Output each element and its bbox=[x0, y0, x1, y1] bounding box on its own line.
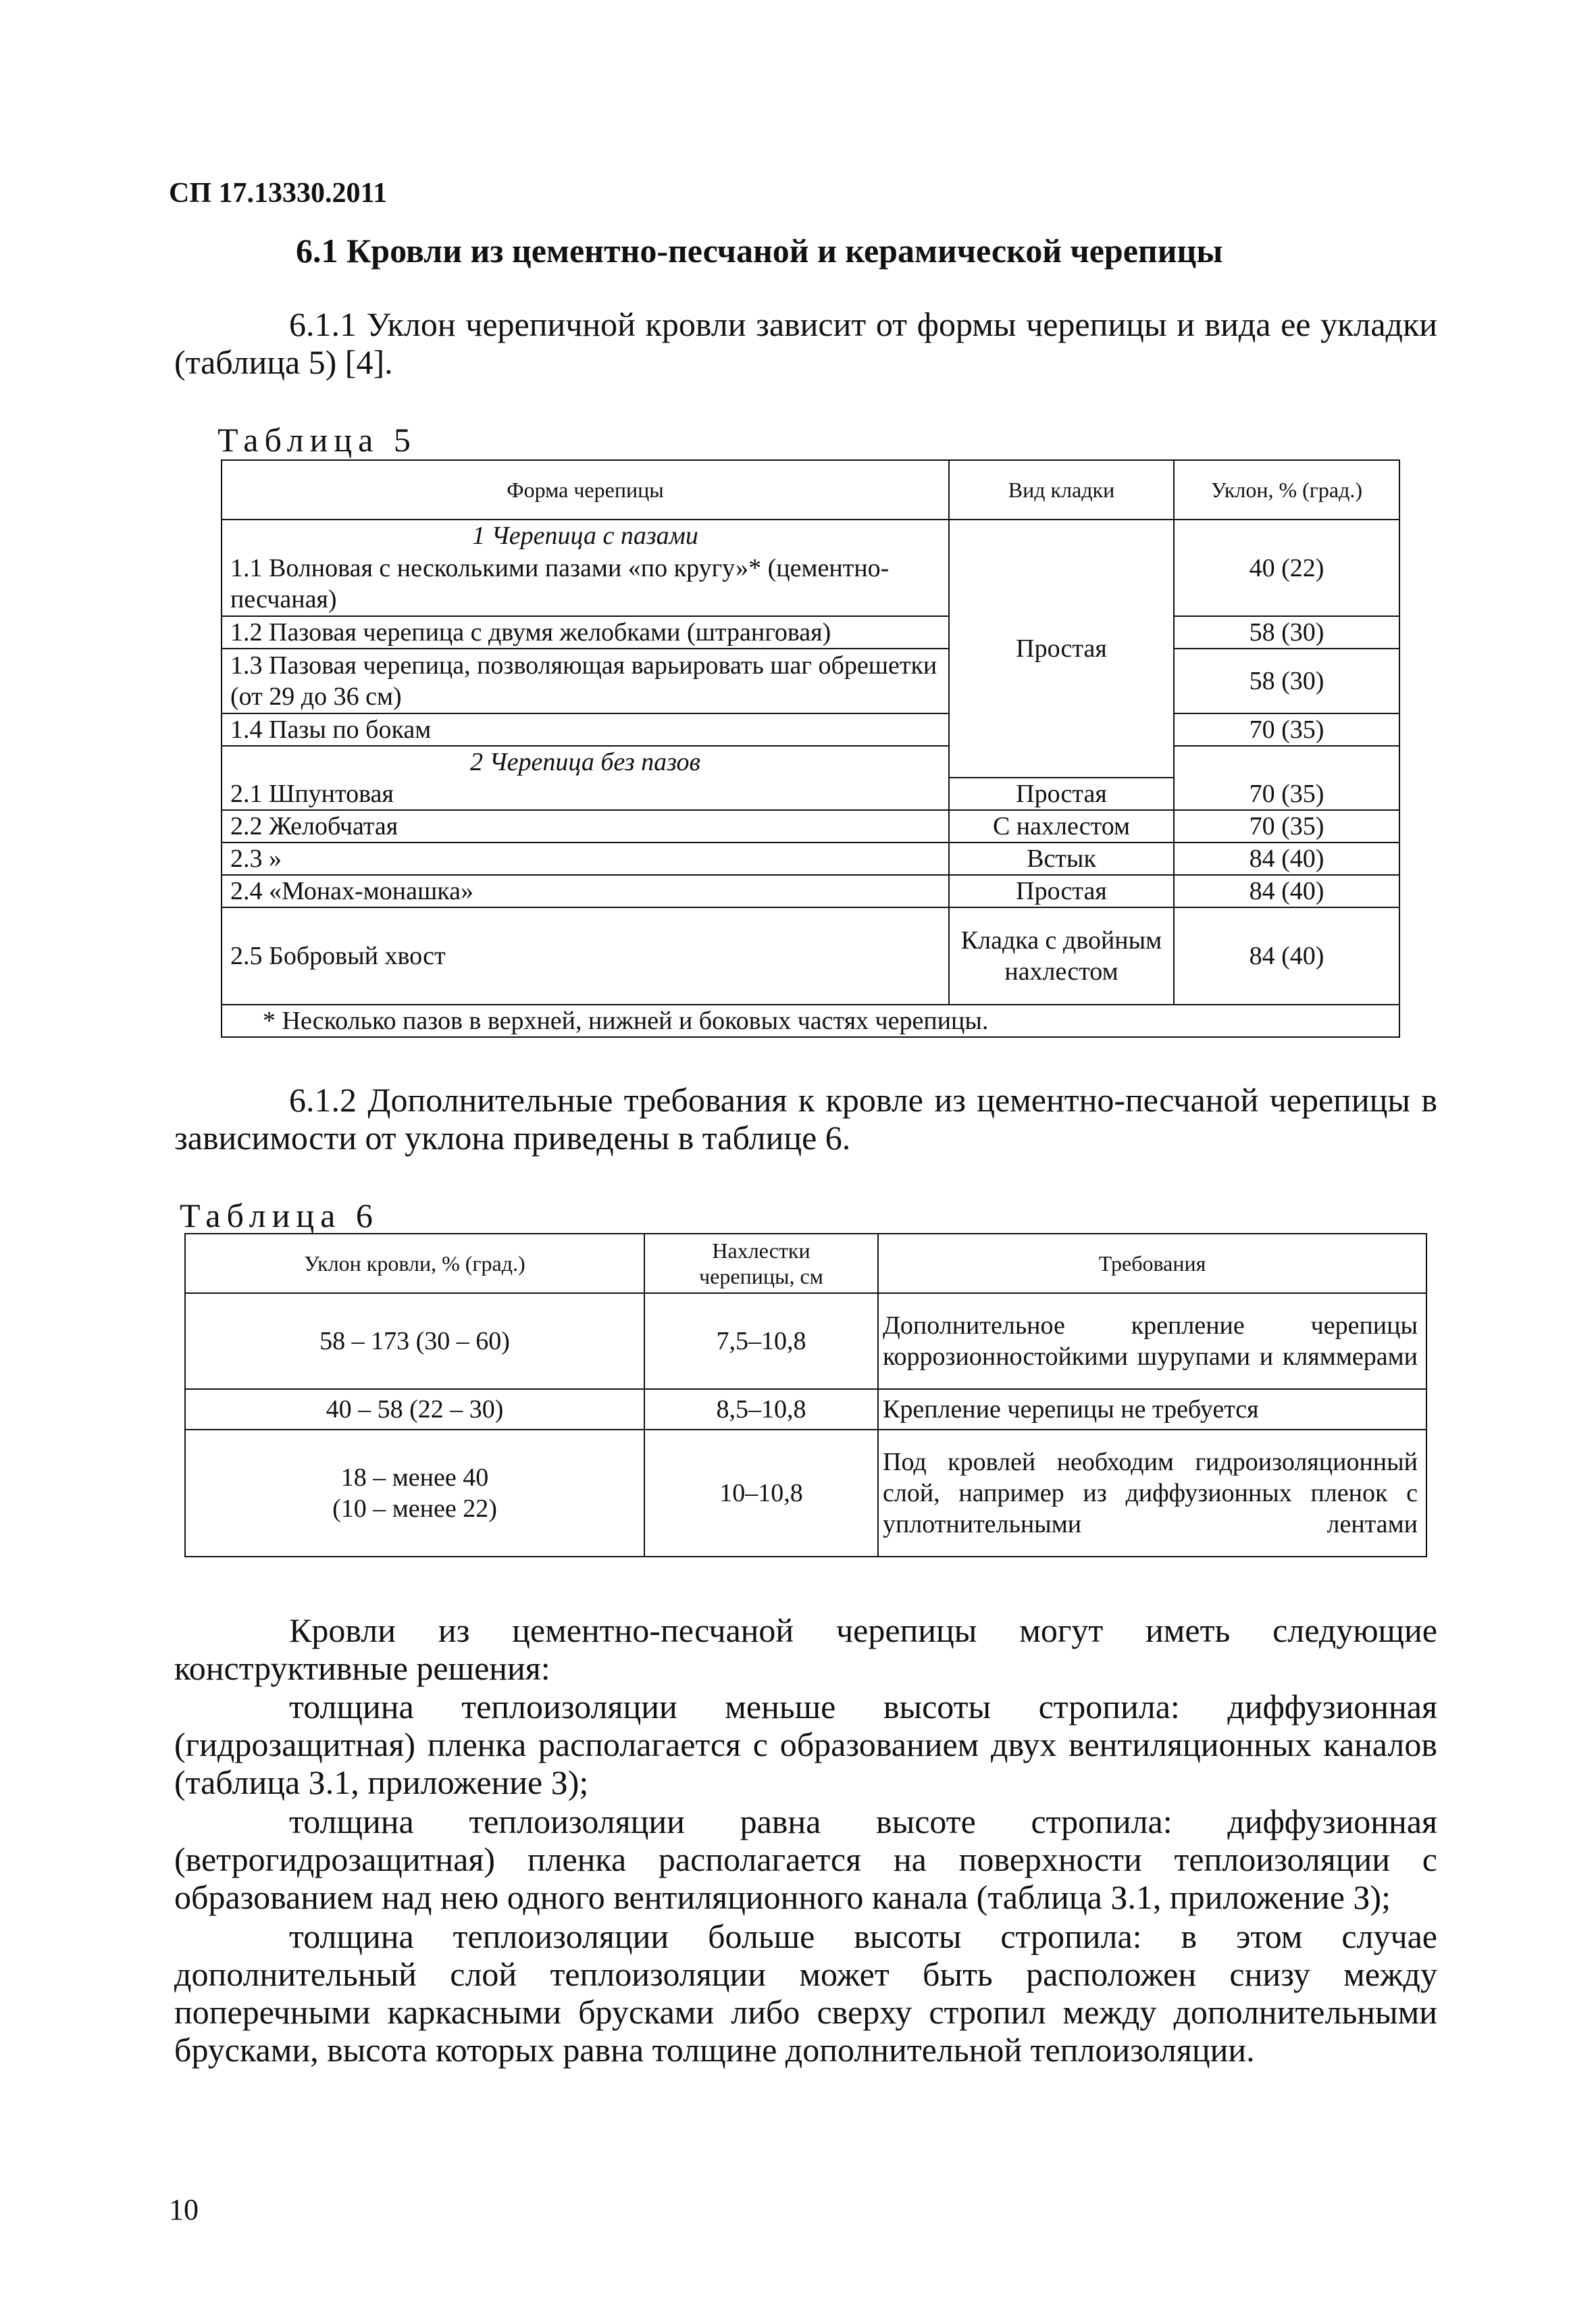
document-code: СП 17.13330.2011 bbox=[169, 178, 388, 209]
table5-slope-1-3: 58 (30) bbox=[1174, 649, 1399, 713]
paragraph-option-3: толщина теплоизоляции больше высоты стропила: в этом случае дополнительный слой теплоизоляции может быть расположен снизу между поперечными каркасными брусками либо сверху стропил между дополнительными брусками, высота которых равна толщине дополнительной теплоизоляции. bbox=[174, 1917, 1437, 2069]
table-row bbox=[222, 778, 1399, 810]
table5-laying-2-4: Простая bbox=[949, 875, 1174, 907]
table5-slope-2-2: 70 (35) bbox=[1174, 810, 1399, 842]
paragraph-6-1-2: 6.1.2 Дополнительные требования к кровле из цементно-песчаной черепицы в зависимости от уклона приведены в таблице 6. bbox=[174, 1081, 1437, 1157]
table5-form-1-1: 1.1 Волновая с несколькими пазами «по кругу»* (цементно-песчаная) bbox=[222, 551, 949, 616]
table-row bbox=[222, 649, 1399, 713]
table5-group-1: 1 Черепица с пазами bbox=[222, 520, 949, 551]
table-row bbox=[185, 1293, 1426, 1389]
table-6 bbox=[184, 1233, 1427, 1557]
table-5 bbox=[221, 459, 1400, 1038]
table6-req-2: Крепление черепицы не требуется bbox=[878, 1389, 1426, 1430]
section-title: 6.1 Кровли из цементно-песчаной и керамической черепицы bbox=[296, 232, 1223, 270]
table-row bbox=[222, 616, 1399, 649]
table5-caption: Таблица 5 bbox=[217, 421, 417, 459]
table6-req-1: Дополнительное крепление черепицы коррозионностойкими шурупами и кляммерами bbox=[878, 1293, 1426, 1389]
paragraph-option-1: толщина теплоизоляции меньше высоты стропила: диффузионная (гидрозащитная) пленка располагается с образованием двух вентиляционных каналов (таблица З.1, приложение З); bbox=[174, 1688, 1437, 1801]
table5-form-1-2: 1.2 Пазовая черепица с двумя желобками (штранговая) bbox=[222, 616, 949, 649]
table5-form-1-3: 1.3 Пазовая черепица, позволяющая варьировать шаг обрешетки (от 29 до 36 см) bbox=[222, 649, 949, 713]
table5-header-form: Форма черепицы bbox=[222, 460, 949, 520]
table5-footnote-row bbox=[222, 1005, 1399, 1037]
table5-laying-2-1: Простая bbox=[949, 778, 1174, 810]
table6-overlap-1: 7,5–10,8 bbox=[644, 1293, 878, 1389]
table6-header-overlap: Нахлестки черепицы, см bbox=[644, 1234, 878, 1293]
table5-laying-2-5: Кладка с двойным нахлестом bbox=[949, 907, 1174, 1005]
paragraph-intro: Кровли из цементно-песчаной черепицы могут иметь следующие конструктивные решения: bbox=[174, 1611, 1437, 1687]
table5-slope-2-5: 84 (40) bbox=[1174, 907, 1399, 1005]
table-row bbox=[185, 1430, 1426, 1557]
table6-header-row bbox=[185, 1234, 1426, 1293]
table-row bbox=[222, 907, 1399, 1005]
table5-group-2: 2 Черепица без пазов bbox=[222, 746, 949, 778]
table5-group-row bbox=[222, 746, 1399, 778]
table5-header-slope: Уклон, % (град.) bbox=[1174, 460, 1399, 520]
page-number: 10 bbox=[169, 2193, 199, 2226]
table6-overlap-3: 10–10,8 bbox=[644, 1430, 878, 1557]
table6-slope-1: 58 – 173 (30 – 60) bbox=[185, 1293, 644, 1389]
table5-form-2-2: 2.2 Желобчатая bbox=[222, 810, 949, 842]
table5-slope-2-4: 84 (40) bbox=[1174, 875, 1399, 907]
table5-group-row bbox=[222, 520, 1399, 551]
table6-req-3: Под кровлей необходим гидроизоляционный слой, например из диффузионных пленок с уплотнительными лентами bbox=[878, 1430, 1426, 1557]
table5-footnote: * Несколько пазов в верхней, нижней и боковых частях черепицы. bbox=[222, 1005, 1399, 1037]
table5-form-2-5: 2.5 Бобровый хвост bbox=[222, 907, 949, 1005]
table6-slope-2: 40 – 58 (22 – 30) bbox=[185, 1389, 644, 1430]
table-row bbox=[222, 713, 1399, 746]
table5-form-2-4: 2.4 «Монах-монашка» bbox=[222, 875, 949, 907]
table5-slope-2-3: 84 (40) bbox=[1174, 842, 1399, 875]
table5-laying-2-3: Встык bbox=[949, 842, 1174, 875]
table5-header-laying: Вид кладки bbox=[949, 460, 1174, 520]
table5-slope-1-1: 40 (22) bbox=[1174, 520, 1399, 616]
table5-slope-1-2: 58 (30) bbox=[1174, 616, 1399, 649]
table5-form-2-1: 2.1 Шпунтовая bbox=[222, 778, 949, 810]
paragraph-option-2: толщина теплоизоляции равна высоте стропила: диффузионная (ветрогидрозащитная) пленка располагается на поверхности теплоизоляции с образованием над нею одного вентиляционного канала (таблица З.1, приложение З); bbox=[174, 1803, 1437, 1916]
table6-header-req: Требования bbox=[878, 1234, 1426, 1293]
table5-header-row bbox=[222, 460, 1399, 520]
table5-form-2-3: 2.3 » bbox=[222, 842, 949, 875]
table6-overlap-2: 8,5–10,8 bbox=[644, 1389, 878, 1430]
table5-group1-laying: Простая bbox=[949, 520, 1174, 778]
table6-slope-3: 18 – менее 40 (10 – менее 22) bbox=[185, 1430, 644, 1557]
table5-laying-2-2: С нахлестом bbox=[949, 810, 1174, 842]
table5-slope-2-1: 70 (35) bbox=[1174, 778, 1399, 810]
table-row bbox=[222, 875, 1399, 907]
table5-group2-blank bbox=[1174, 746, 1399, 778]
table6-caption: Таблица 6 bbox=[180, 1197, 379, 1234]
table5-slope-1-4: 70 (35) bbox=[1174, 713, 1399, 746]
paragraph-6-1-1: 6.1.1 Уклон черепичной кровли зависит от формы черепицы и вида ее укладки (таблица 5) [4]. bbox=[174, 305, 1437, 381]
table-row bbox=[222, 810, 1399, 842]
table6-header-slope: Уклон кровли, % (град.) bbox=[185, 1234, 644, 1293]
table-row bbox=[222, 842, 1399, 875]
table5-form-1-4: 1.4 Пазы по бокам bbox=[222, 713, 949, 746]
table-row bbox=[185, 1389, 1426, 1430]
